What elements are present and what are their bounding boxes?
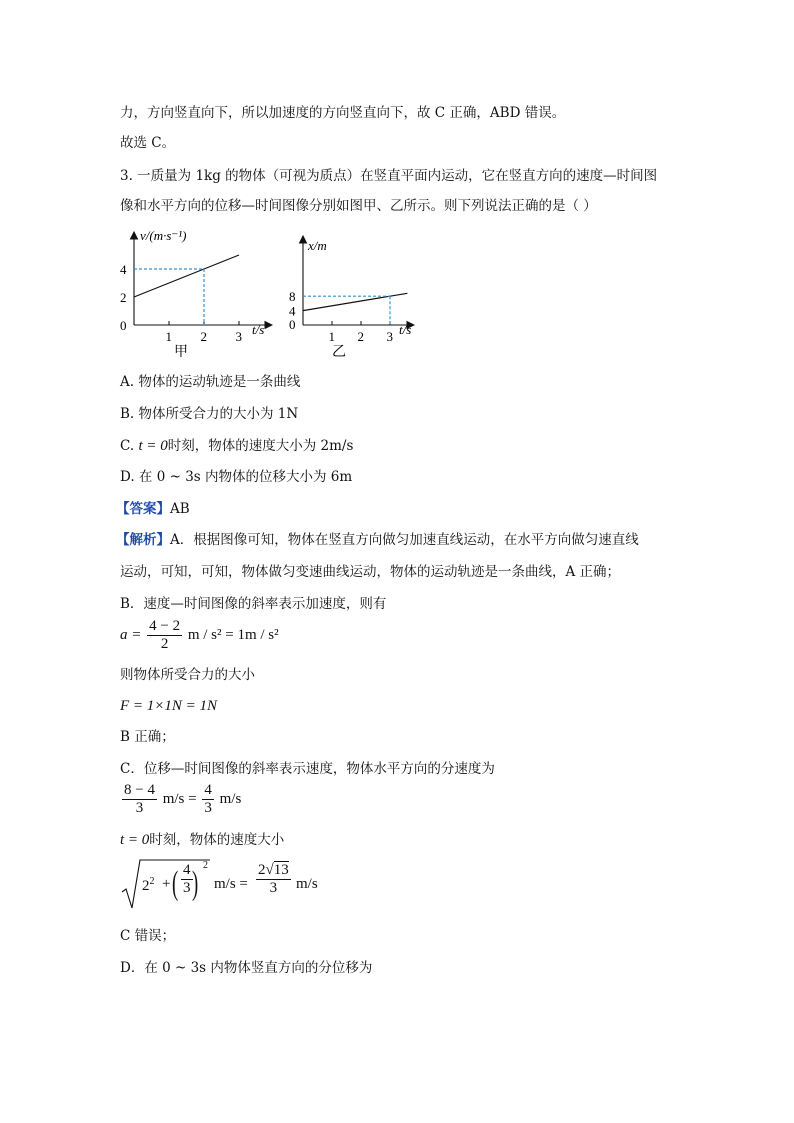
jia-y-label: v/(m·s⁻¹): [140, 228, 187, 243]
question-line-1: 3. 一质量为 1kg 的物体（可视为质点）在竖直平面内运动，它在竖直方向的速度—时间图: [120, 168, 658, 184]
jia-x-tick-label-3: 3: [235, 329, 242, 344]
option-b: B. 物体所受合力的大小为 1N: [120, 406, 299, 422]
question-line-2: 像和水平方向的位移—时间图像分别如图甲、乙所示。则下列说法正确的是（ ）: [120, 198, 597, 214]
equation-speed: [120, 856, 320, 914]
speed-fraction: [181, 862, 193, 897]
equation-acceleration: [120, 618, 279, 653]
eq-v-num2: 4: [204, 782, 212, 798]
analysis-b-line-1: B．速度—时间图像的斜率表示加速度，则有: [120, 596, 387, 612]
eq-v-unit: m/s: [219, 790, 242, 807]
speed-a: 2: [142, 878, 150, 894]
eq-v-num1: 8 − 4: [124, 782, 155, 798]
graph-jia: [114, 226, 284, 366]
analysis-c-line-3: C 错误；: [120, 928, 176, 944]
speed-paren-open: (: [172, 865, 179, 902]
option-a: A. 物体的运动轨迹是一条曲线: [120, 374, 301, 390]
analysis-a-line-2: 运动，可知，可知，物体做匀变速曲线运动，物体的运动轨迹是一条曲线，A 正确；: [120, 564, 621, 580]
speed-term-a: [142, 876, 155, 895]
speed-a-exp: 2: [149, 876, 155, 887]
eq-v-mid: m/s =: [162, 790, 197, 807]
option-c-prefix: C.: [120, 438, 139, 454]
option-c-rest: 时刻，物体的速度大小为 2m/s: [167, 438, 354, 454]
speed-den: 3: [183, 880, 191, 896]
jia-x-label: t/s: [252, 322, 265, 337]
answer-label: 【答案】: [116, 501, 170, 517]
jia-x-tick-label-2: 2: [200, 329, 207, 344]
option-d: D. 在 0 ~ 3s 内物体的位移大小为 6m: [120, 469, 353, 485]
yi-origin: 0: [289, 317, 296, 332]
speed-result-unit: m/s: [296, 876, 318, 892]
speed-paren-close: ): [192, 865, 199, 902]
eq-v-den1: 3: [135, 800, 144, 816]
speed-unit: m/s =: [214, 876, 248, 892]
yi-x-tick-label-3: 3: [386, 329, 393, 344]
eq-a-lhs: a =: [120, 626, 142, 643]
eq-v-fraction-2: [202, 782, 214, 817]
speed-result-sqrt: √: [265, 862, 274, 878]
yi-y-tick-label-4: 4: [289, 303, 296, 319]
jia-origin: 0: [120, 318, 127, 333]
analysis-d-line-1: D．在 0 ~ 3s 内物体竖直方向的分位移为: [120, 960, 373, 976]
yi-y-tick-label-8: 8: [289, 289, 296, 305]
analysis-b-line-3: B 正确；: [120, 729, 175, 745]
analysis-label: 【解析】: [116, 532, 170, 548]
analysis-c-line-2: [120, 830, 284, 850]
eq-a-num: 4 − 2: [149, 618, 181, 634]
analysis-a-text: A．根据图像可知，物体在竖直方向做匀加速直线运动，在水平方向做匀速直线: [170, 532, 639, 548]
speed-result-fraction: [256, 862, 291, 897]
eq-a-rhs: m / s² = 1m / s²: [187, 626, 279, 643]
eq-v-fraction-1: [122, 782, 157, 817]
option-c: [120, 436, 353, 456]
yi-x-tick-label-2: 2: [357, 329, 364, 344]
speed-num: 4: [183, 862, 191, 878]
top-line-2: 故选 C。: [120, 135, 176, 151]
jia-y-tick-label-4: 4: [120, 262, 127, 277]
yi-y-label: x/m: [308, 238, 327, 253]
graph-yi: [286, 226, 436, 366]
c-line2-t0: t = 0: [120, 832, 150, 848]
jia-velocity-line: [134, 255, 239, 297]
eq-v-den2: 3: [204, 800, 212, 816]
jia-y-tick-label-2: 2: [120, 290, 127, 305]
analysis-b-line-2: 则物体所受合力的大小: [120, 667, 255, 683]
answer-line: [116, 499, 190, 519]
jia-caption: 甲: [174, 345, 188, 360]
speed-exp: 2: [203, 860, 208, 871]
speed-result-num: [256, 862, 291, 880]
yi-x-label: t/s: [399, 322, 412, 337]
analysis-c-line-1: C．位移—时间图像的斜率表示速度，物体水平方向的分速度为: [120, 761, 495, 777]
top-line-1: 力，方向竖直向下，所以加速度的方向竖直向下，故 C 正确，ABD 错误。: [120, 105, 566, 121]
yi-caption: 乙: [332, 345, 346, 360]
speed-result-den: 3: [269, 880, 278, 896]
answer-value: AB: [170, 501, 190, 517]
c-line2-text: 时刻，物体的速度大小: [149, 832, 285, 848]
equation-horizontal-velocity: [120, 782, 241, 817]
option-c-t0: t = 0: [138, 438, 168, 454]
speed-plus: +: [162, 876, 171, 892]
equation-force: F = 1×1N = 1N: [120, 698, 218, 714]
speed-result-coef: 2: [258, 862, 266, 878]
eq-a-den: 2: [160, 636, 169, 652]
eq-a-fraction: [147, 618, 182, 653]
speed-result-radicand: 13: [273, 862, 289, 878]
yi-x-tick-label-1: 1: [328, 329, 335, 344]
jia-x-tick-label-1: 1: [165, 329, 172, 344]
analysis-a-line-1: [116, 530, 639, 550]
